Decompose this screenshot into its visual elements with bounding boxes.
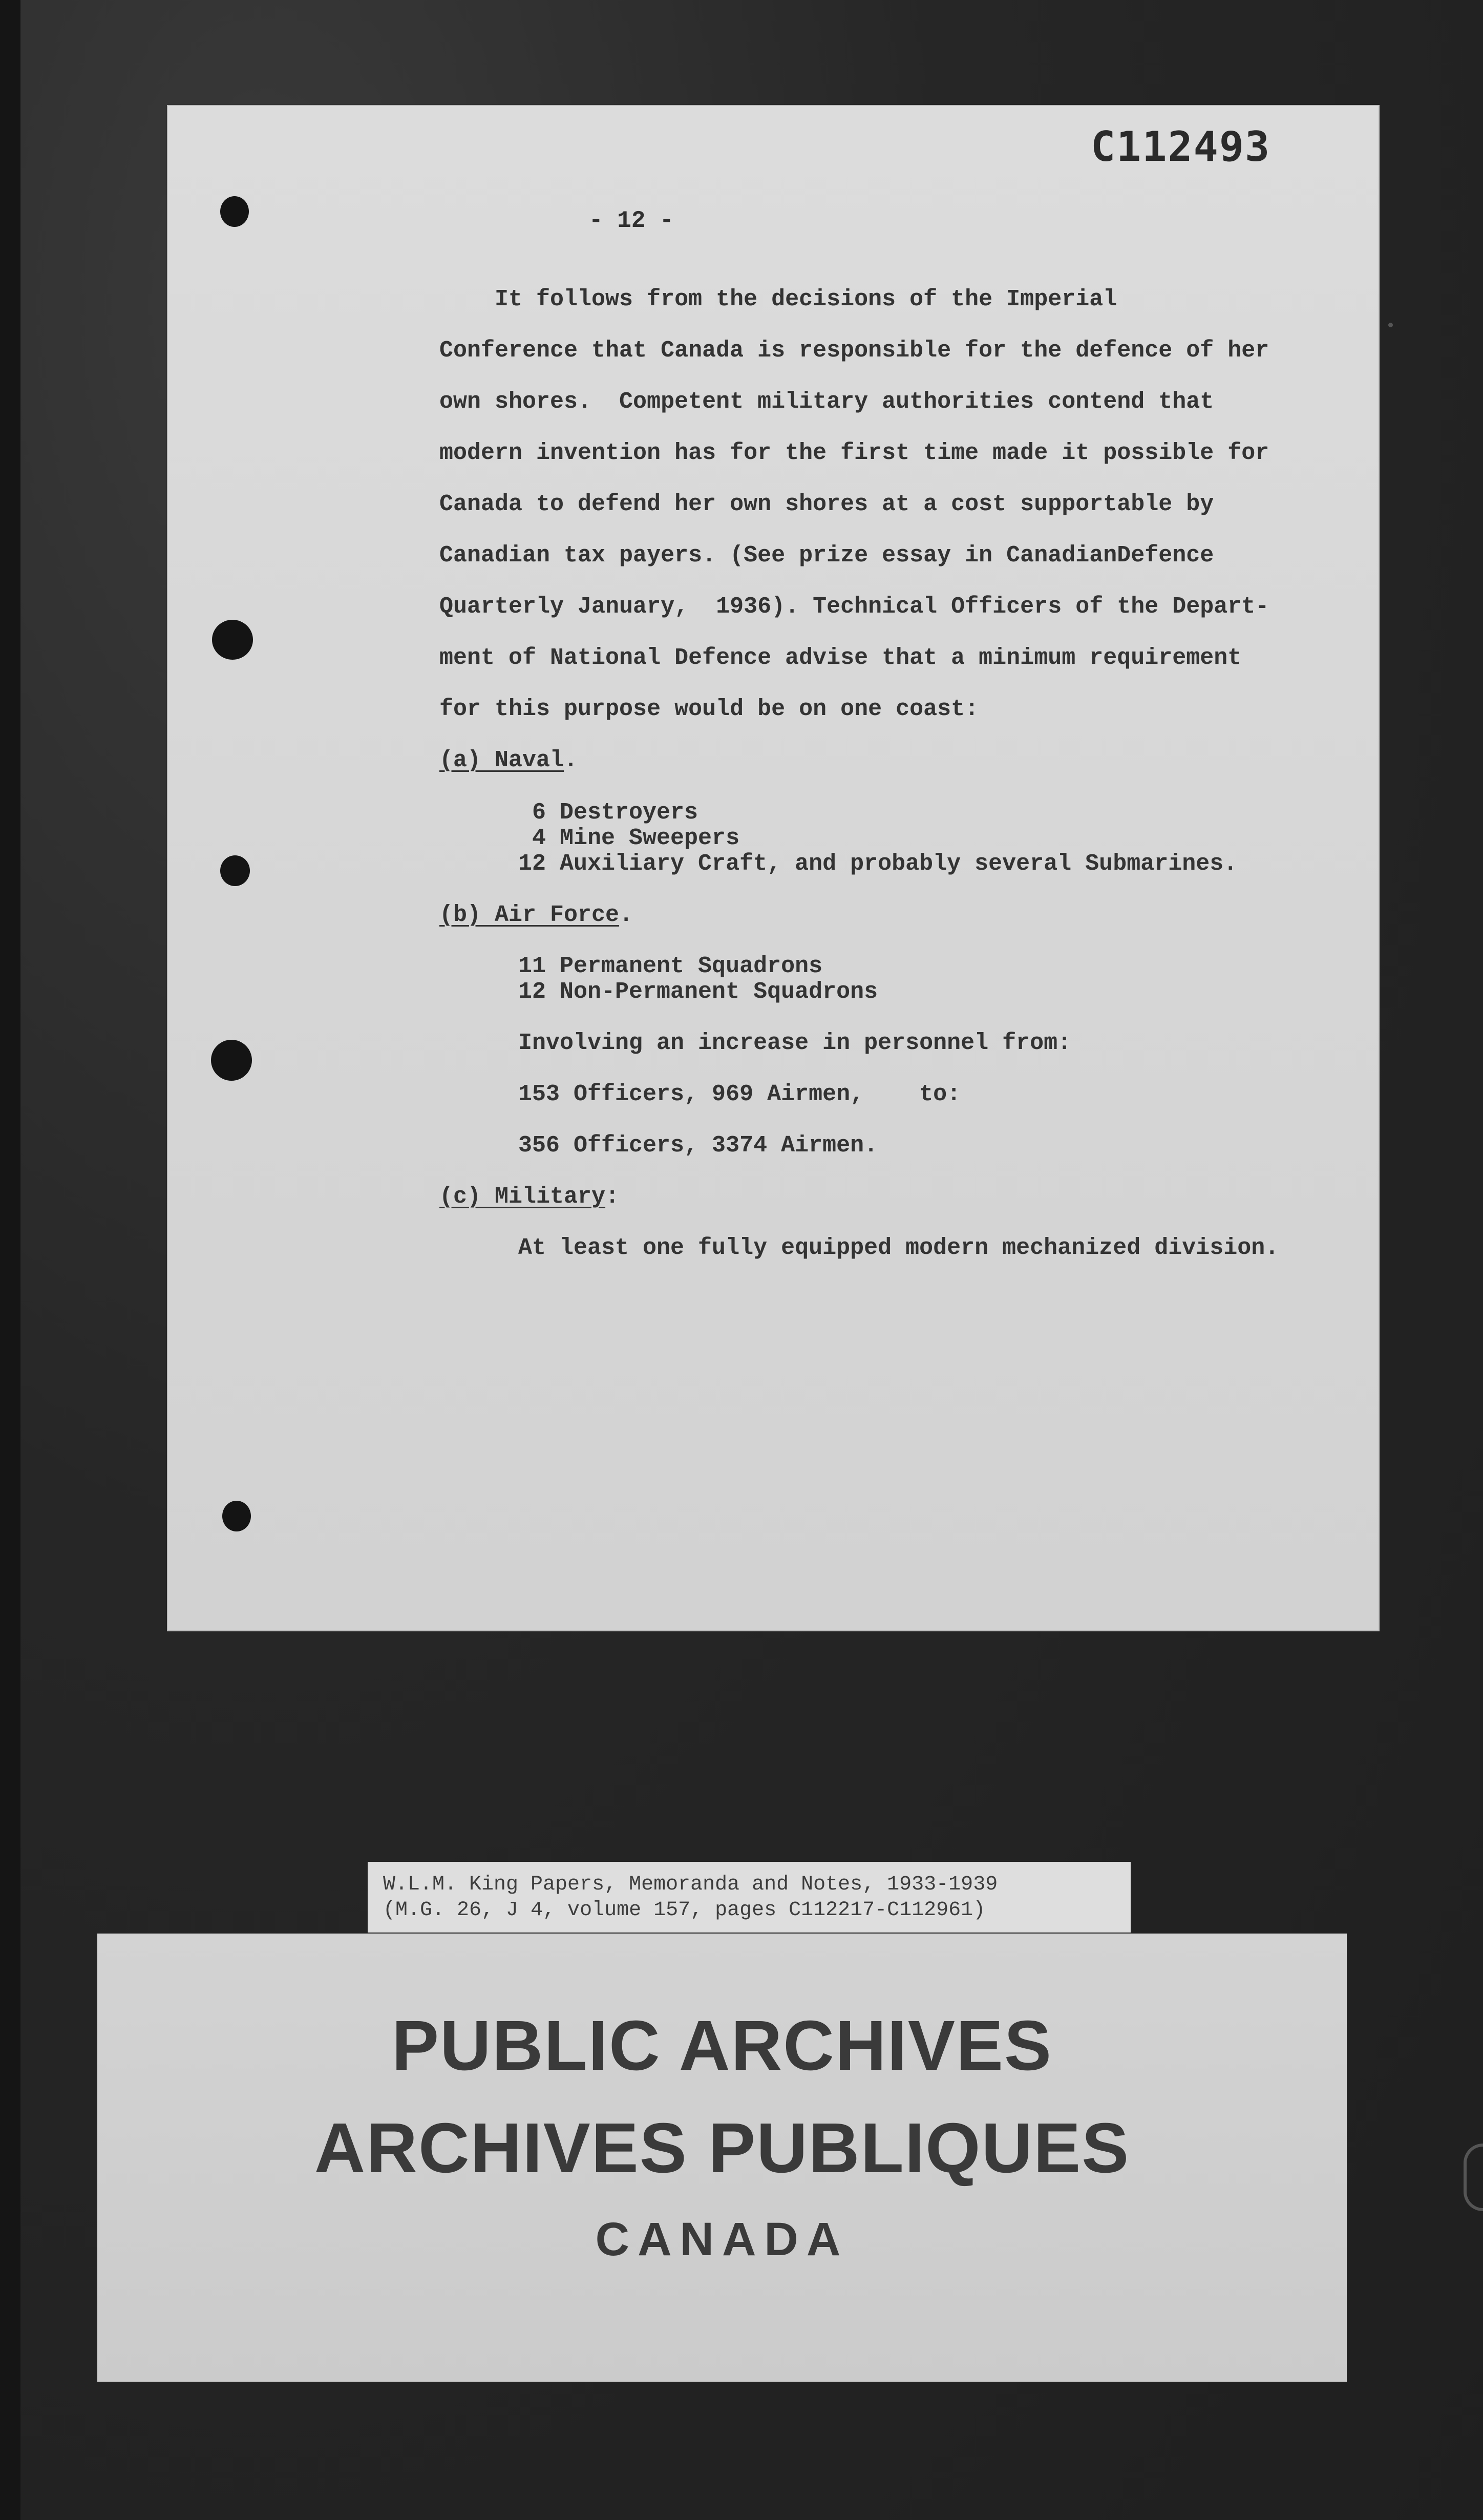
- military-heading: [439, 1184, 619, 1210]
- air-force-item: 12 Non-Permanent Squadrons: [518, 979, 878, 1005]
- archives-title-french: ARCHIVES PUBLIQUES: [314, 2109, 1130, 2188]
- page-number: - 12 -: [589, 207, 674, 234]
- paragraph-line: Quarterly January, 1936). Technical Officers of the Depart-: [439, 594, 1269, 620]
- document-stamp-number: C112493: [1091, 123, 1271, 171]
- paragraph-line: It follows from the decisions of the Imperial: [439, 286, 1117, 312]
- paragraph-line: ment of National Defence advise that a minimum requirement: [439, 645, 1242, 671]
- paragraph-line: Canadian tax payers. (See prize essay in CanadianDefence: [439, 542, 1214, 569]
- military-heading-text: (c) Military: [439, 1184, 606, 1210]
- reference-slip: [368, 1862, 1131, 1933]
- naval-heading-suffix: .: [564, 747, 578, 773]
- naval-item: 4 Mine Sweepers: [518, 825, 740, 851]
- air-force-heading-suffix: .: [619, 902, 633, 928]
- personnel-intro: Involving an increase in personnel from:: [518, 1030, 1072, 1056]
- air-force-heading-text: (b) Air Force: [439, 902, 620, 928]
- paragraph-line: Canada to defend her own shores at a cost supportable by: [439, 491, 1214, 517]
- film-edge: [0, 0, 20, 2520]
- naval-heading: [439, 748, 578, 773]
- paragraph-line: Conference that Canada is responsible for the defence of her: [439, 338, 1269, 364]
- reference-line-2: (M.G. 26, J 4, volume 157, pages C112217-C112961): [383, 1899, 986, 1922]
- reference-line-1: W.L.M. King Papers, Memoranda and Notes, 1933-1939: [383, 1873, 998, 1896]
- paragraph-line: modern invention has for the first time made it possible for: [439, 440, 1269, 466]
- personnel-to: 356 Officers, 3374 Airmen.: [518, 1132, 878, 1159]
- naval-item: 12 Auxiliary Craft, and probably several Submarines.: [518, 851, 1238, 877]
- paragraph-line: for this purpose would be on one coast:: [439, 696, 979, 722]
- archives-title-english: PUBLIC ARCHIVES: [392, 2006, 1052, 2085]
- naval-item: 6 Destroyers: [518, 800, 698, 826]
- punch-hole-4: [211, 1040, 252, 1081]
- stray-mark: [1388, 323, 1393, 327]
- air-force-heading: [439, 902, 633, 928]
- naval-heading-text: (a) Naval: [439, 747, 564, 773]
- punch-hole-3: [220, 855, 250, 886]
- personnel-from: 153 Officers, 969 Airmen, to:: [518, 1081, 961, 1107]
- punch-hole-1: [220, 196, 249, 227]
- film-registration-mark: [1464, 2144, 1483, 2211]
- paragraph-line: own shores. Competent military authorities contend that: [439, 389, 1214, 415]
- military-text: At least one fully equipped modern mechanized division.: [518, 1235, 1279, 1261]
- punch-hole-2: [212, 620, 253, 660]
- air-force-item: 11 Permanent Squadrons: [518, 953, 823, 979]
- archives-label-card: [97, 1934, 1347, 2382]
- archives-country: CANADA: [595, 2213, 849, 2265]
- punch-hole-5: [222, 1501, 251, 1531]
- military-heading-suffix: :: [605, 1184, 620, 1210]
